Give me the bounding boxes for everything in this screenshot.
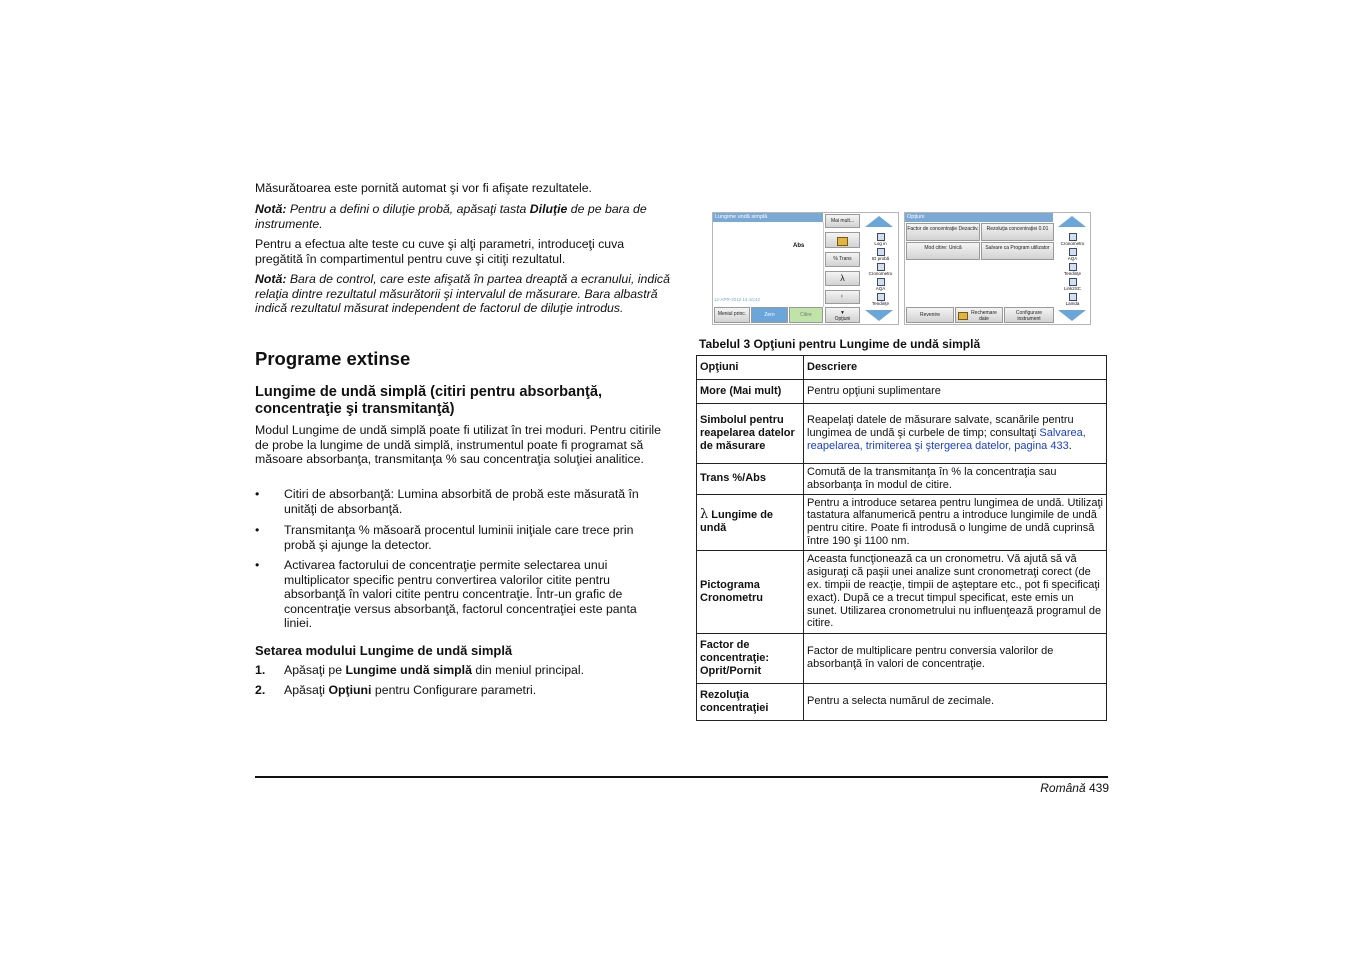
option-name: λ Lungime de undă — [697, 494, 804, 550]
subsection-heading: Lungime de undă simplă (citiri pentru absorbanţă, concentraţie şi transmitanţă) — [255, 384, 603, 417]
device-screen-single-wavelength — [712, 212, 899, 325]
note-label: Notă: — [255, 272, 287, 286]
option-name: Simbolul pentru reapelarea datelor de măsurare — [697, 404, 804, 464]
table-caption: Tabelul 3 Opţiuni pentru Lungime de undă simplă — [699, 337, 981, 351]
column-header: Descriere — [804, 356, 1107, 380]
table-row — [697, 494, 1107, 550]
lambda-icon: λ — [700, 507, 709, 523]
scroll-up-icon[interactable] — [865, 216, 893, 227]
bullet-mark: • — [255, 558, 260, 572]
link2sc-icon[interactable]: Link2SC — [1057, 278, 1088, 292]
option-name: Pictograma Cronometru — [697, 550, 804, 633]
reading-unit: Abs — [793, 243, 805, 249]
folder-icon — [958, 312, 968, 320]
option-description: Pentru opţiuni suplimentare — [804, 380, 1107, 404]
device-screen-options — [904, 212, 1091, 325]
note-dilution — [255, 202, 675, 231]
step-number: 2. — [255, 683, 266, 697]
reading-mode-button[interactable]: Mod citire: Unică — [906, 242, 980, 260]
login-icon[interactable]: Log in — [865, 233, 896, 247]
option-name: Rezoluţia concentraţiei — [697, 683, 804, 720]
concentration-factor-button[interactable]: Factor de concentraţie Dezactiv. — [906, 223, 980, 241]
zero-button[interactable]: Zero — [751, 307, 788, 323]
list-item-text: Transmitanţa % măsoară procentul luminii iniţiale care trece prin probă şi ajunge la detector. — [284, 523, 634, 552]
list-item-text: Citiri de absorbanţă: Lumina absorbită de probă este măsurată în unităţi de absorbanţă. — [284, 487, 639, 516]
instrument-setup-button[interactable]: Configurare instrument — [1004, 307, 1054, 323]
lamda-icon[interactable]: Lamda — [1057, 293, 1088, 307]
page-number: 439 — [1088, 781, 1109, 795]
page-footer — [1040, 781, 1109, 795]
list-item-text: Activarea factorului de concentraţie permite selectarea unui multiplicator specific pentru convertirea valorilor citite pentru absorbanţă în valori citite pentru concentraţie. Într-un grafic de concentraţie versus absorbanţă, factorul concentraţiei este panta liniei. — [284, 558, 637, 631]
dilution-button[interactable] — [825, 290, 860, 304]
table-row — [697, 380, 1107, 404]
trends-icon[interactable]: Tendinţe — [1057, 263, 1088, 277]
note-control-bar — [255, 272, 675, 316]
note-text: de pe bara de instrumente. — [255, 202, 647, 231]
option-name: Trans %/Abs — [697, 464, 804, 495]
section-heading: Programe extinse — [255, 348, 411, 369]
note-text: Pentru a defini o diluţie probă, apăsaţi tasta — [286, 202, 530, 216]
step-text: Apăsaţi Opţiuni pentru Configurare parametri. — [284, 683, 537, 697]
step-text: Apăsaţi pe Lungime undă simplă din meniul principal. — [284, 663, 585, 677]
scroll-down-icon[interactable] — [1058, 310, 1086, 321]
home-button[interactable]: Meniul princ. — [714, 307, 750, 323]
read-button[interactable]: Citire — [789, 307, 823, 323]
wavelength-button[interactable]: λ — [825, 271, 860, 286]
sample-id-icon[interactable]: ID probă — [865, 248, 896, 262]
footer-divider — [255, 776, 1108, 778]
paragraph-results: Măsurătoarea este pornită automat şi vor fi afişate rezultatele. — [255, 181, 592, 195]
recall-data-button[interactable]: Rechemare date — [955, 307, 1003, 323]
option-description: Pentru a selecta numărul de zecimale. — [804, 683, 1107, 720]
option-description: Pentru a introduce setarea pentru lungimea de undă. Utilizaţi tastatura alfanumerică pentru a introduce lungimile de undă pentru citire. Poate fi introdusă o lungime de undă cuprinsă între 190 şi 1100 nm. — [804, 494, 1107, 550]
trans-button[interactable]: % Trans — [825, 252, 860, 267]
screen-title: Opţiuni — [905, 213, 1053, 222]
back-button[interactable]: Revenire — [906, 307, 954, 323]
more-button[interactable]: Mai mult... — [825, 214, 860, 228]
column-header: Opţiuni — [697, 356, 804, 380]
aqa-icon[interactable]: AQA — [865, 278, 896, 292]
paragraph-other-tests: Pentru a efectua alte teste cu cuve şi alţi parametri, introduceţi cuva pregătită în compartimentul pentru cuve şi citiţi rezultatul. — [255, 237, 625, 266]
option-description: Reapelaţi datele de măsurare salvate, scanările pentru lungimea de undă şi curbele de timp; consultaţi Salvarea, reapelarea, trimiterea şi ştergerea datelor, pagina 433. — [804, 404, 1107, 464]
empty-area — [906, 261, 1054, 306]
cross-reference-link[interactable]: Salvarea, reapelarea, trimiterea şi ştergerea datelor, pagina 433 — [807, 427, 1086, 452]
table-row — [697, 683, 1107, 720]
option-name: More (Mai mult) — [697, 380, 804, 404]
folder-icon — [837, 237, 848, 246]
save-user-program-button[interactable]: Salvare ca Program utilizator — [981, 242, 1054, 260]
table-row — [697, 464, 1107, 495]
option-description: Aceasta funcţionează ca un cronometru. Vă ajută să vă asiguraţi că paşii unei analize sunt cronometraţi corect (de ex. timpii de reacţie, timpii de aşteptare etc., pot fi specificaţi exact). După ce a trecut timpul specificat, este emis un sunet. Utilizarea cronometrului nu influenţează programul de citire. — [804, 550, 1107, 633]
options-table — [696, 355, 1107, 721]
options-button[interactable]: ▼ Opţiuni — [825, 307, 860, 323]
step-number: 1. — [255, 663, 266, 677]
scroll-up-icon[interactable] — [1058, 216, 1086, 227]
scroll-down-icon[interactable] — [865, 310, 893, 321]
timestamp: 12-APR-2012 14:10:42 — [714, 297, 761, 302]
drop-icon: ◐ — [840, 293, 845, 300]
reading-area — [713, 222, 824, 307]
recall-data-button[interactable] — [825, 232, 860, 248]
timer-icon[interactable]: Cronometru — [865, 263, 896, 277]
footer-language: Română — [1040, 781, 1086, 795]
option-description: Factor de multiplicare pentru conversia valorilor de absorbanţă în valori de concentraţie. — [804, 633, 1107, 683]
timer-icon[interactable]: Cronometru — [1057, 233, 1088, 247]
trends-icon[interactable]: Tendinţe — [865, 293, 896, 307]
paragraph-modes: Modul Lungime de undă simplă poate fi utilizat în trei moduri. Pentru citirile de probe la lungime de undă simplă, instrumentul poate fi programat să măsoare absorbanţa, transmitanţa % sau concentraţia soluţiei analitice. — [255, 423, 662, 467]
note-bold: Diluţie — [529, 202, 568, 216]
note-text: Bara de control, care este afişată în partea dreaptă a ecranului, indică relaţia dintre rezultatul măsurătorii şi intervalul de măsurare. Bara albastră indică rezultatul măsurat independent de factorul de diluţie introdus. — [255, 272, 670, 316]
concentration-resolution-button[interactable]: Rezoluţia concentraţiei 0.01 — [981, 223, 1054, 241]
option-description: Comută de la transmitanţa în % la concentraţia sau absorbanţa în modul de citire. — [804, 464, 1107, 495]
table-row — [697, 550, 1107, 633]
table-row — [697, 404, 1107, 464]
table-row — [697, 633, 1107, 683]
note-label: Notă: — [255, 202, 287, 216]
table-header-row — [697, 356, 1107, 380]
chevron-down-icon: ▼ — [840, 310, 845, 316]
bullet-mark: • — [255, 487, 260, 501]
bullet-mark: • — [255, 523, 260, 537]
option-name: Factor de concentraţie: Oprit/Pornit — [697, 633, 804, 683]
screen-title: Lungime undă simplă — [713, 213, 823, 222]
aqa-icon[interactable]: AQA — [1057, 248, 1088, 262]
procedure-heading: Setarea modului Lungime de undă simplă — [255, 643, 513, 658]
